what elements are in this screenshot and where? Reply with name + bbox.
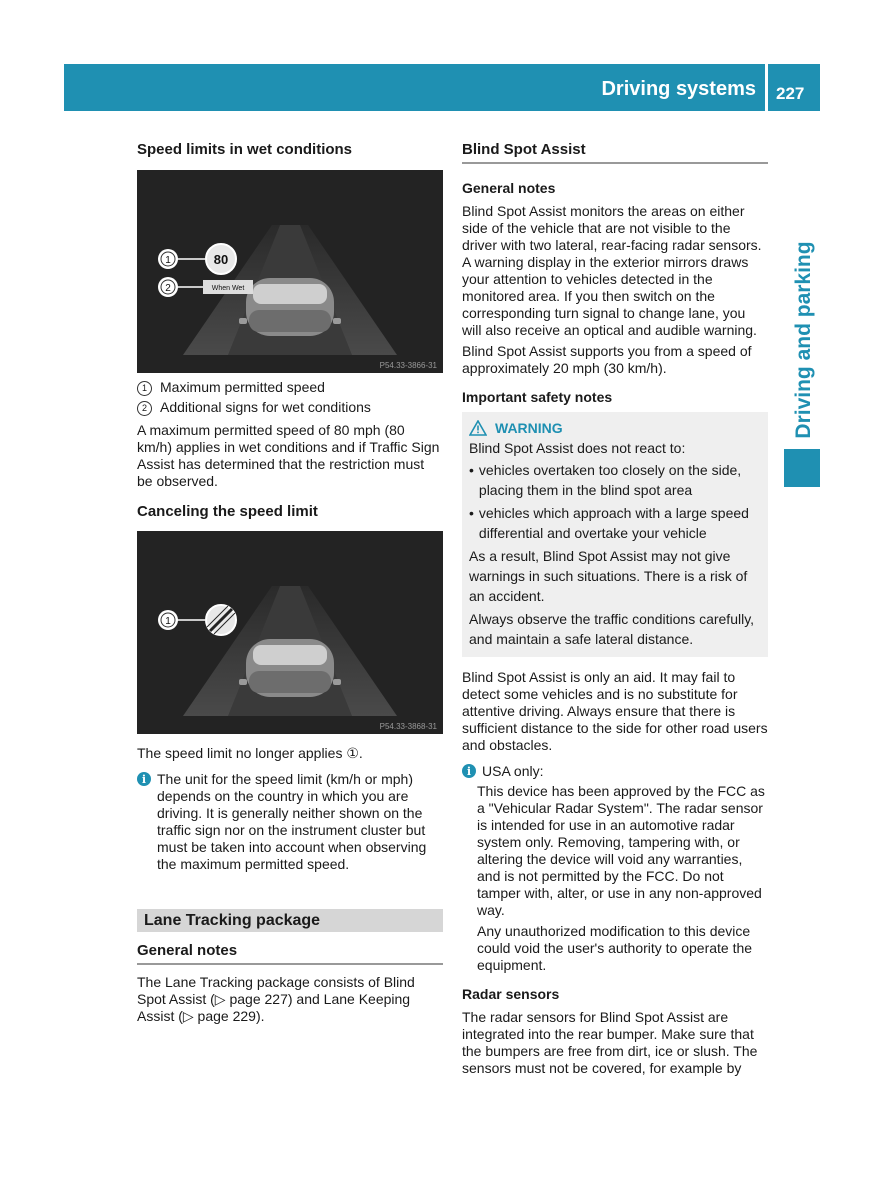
legend-text: Additional signs for wet conditions xyxy=(160,399,371,415)
aid-text: Blind Spot Assist is only an aid. It may fail to detect some vehicles and is no substitute for attentive driving. Always ensure that there is sufficient distance to the side for other road users and obstacles. xyxy=(462,669,768,753)
legend-item xyxy=(137,399,443,416)
blind-spot-general-p1: Blind Spot Assist monitors the areas on either side of the vehicle that are not visible to the driver with two lateral, rear-facing radar sensors. A warning display in the exterior mirrors draws your attention to vehicles detected in the monitored area. If you then switch on the corresponding turn signal to change lane, you will also receive an optical and audible warning. xyxy=(462,203,762,338)
lane-general-notes-heading: General notes xyxy=(137,942,443,965)
image-reference-code: P54.33-3866-31 xyxy=(379,361,437,370)
svg-text:2: 2 xyxy=(165,283,171,294)
radar-sensors-heading: Radar sensors xyxy=(462,986,560,1002)
warning-bullet-text: vehicles overtaken too closely on the side, placing them in the blind spot area xyxy=(478,462,742,498)
usa-note-label: USA only: xyxy=(482,763,544,779)
warning-bullet: • vehicles which approach with a large speed differential and overtake your vehicle xyxy=(469,503,762,543)
car-icon xyxy=(239,278,341,336)
legend-number: 1 xyxy=(137,381,152,396)
lane-general-notes-body: The Lane Tracking package consists of Blind Spot Assist (▷ page 227) and Lane Keeping Assist (▷ page 229). xyxy=(137,974,415,1024)
info-note-text: The unit for the speed limit (km/h or mph) depends on the country in which you are driving. It is generally neither shown on the traffic sign nor on the instrument cluster but must be taken into account when observing the maximum permitted speed. xyxy=(157,771,427,872)
cancel-limit-heading: Canceling the speed limit xyxy=(137,503,318,520)
end-of-limit-sign-icon xyxy=(206,605,236,635)
legend-text: Maximum permitted speed xyxy=(160,379,325,395)
chapter-tab-marker xyxy=(784,449,820,487)
usa-note-p1: This device has been approved by the FCC as a "Vehicular Radar System". The radar sensor is intended for use in an automotive radar system only. Removing, tampering with, or altering the device will void any warranties, and is not permitted by the FCC. Do not tamper with, alter, or use in any non-approved way. xyxy=(477,783,765,918)
image-legend xyxy=(137,379,443,416)
usa-note-p2: Any unauthorized modification to this device could void the user's authority to operate the equipment. xyxy=(477,923,753,973)
sign-when-wet-label: When Wet xyxy=(211,285,245,292)
warning-intro: Blind Spot Assist does not react to: xyxy=(469,440,686,456)
safety-notes-heading: Important safety notes xyxy=(462,389,613,405)
wet-conditions-display-image xyxy=(137,170,443,373)
wet-conditions-heading: Speed limits in wet conditions xyxy=(137,141,353,158)
warning-p1: As a result, Blind Spot Assist may not give warnings in such situations. There is a risk of an accident. xyxy=(469,548,748,604)
sign-speed-value: 80 xyxy=(213,252,229,267)
warning-p2: Always observe the traffic conditions carefully, and maintain a safe lateral distance. xyxy=(469,611,755,647)
svg-text:1: 1 xyxy=(165,255,171,266)
wet-conditions-body: A maximum permitted speed of 80 mph (80 km/h) applies in wet conditions and if Traffic Sign Assist has determined that the restriction must be observed. xyxy=(137,422,440,489)
callout-number: 1 xyxy=(165,616,171,627)
warning-title: WARNING xyxy=(495,420,563,436)
lane-tracking-section-band: Lane Tracking package xyxy=(137,909,443,932)
radar-sensors-text: The radar sensors for Blind Spot Assist are integrated into the rear bumper. Make sure that the bumpers are free from dirt, ice or slush. The sensors must not be covered, for example by xyxy=(462,1009,758,1076)
right-column xyxy=(462,141,768,1077)
section-title: Driving systems xyxy=(601,78,756,100)
info-note xyxy=(137,771,443,873)
usa-note xyxy=(462,763,768,974)
chapter-tab-label: Driving and parking xyxy=(792,241,815,439)
image-reference-code: P54.33-3868-31 xyxy=(379,722,437,731)
warning-bullet-text: vehicles which approach with a large speed differential and overtake your vehicle xyxy=(478,505,749,541)
info-icon: i xyxy=(137,772,151,786)
blind-spot-heading: Blind Spot Assist xyxy=(462,141,768,164)
page-number: 227 xyxy=(776,84,805,103)
info-icon: i xyxy=(462,764,476,778)
legend-item xyxy=(137,379,443,396)
cancel-limit-display-image xyxy=(137,531,443,734)
warning-bullet: • vehicles overtaken too closely on the side, placing them in the blind spot area xyxy=(469,460,762,500)
usa-note-header xyxy=(462,763,768,780)
warning-triangle-icon xyxy=(469,420,487,436)
legend-number: 2 xyxy=(137,401,152,416)
blind-spot-general-p2: Blind Spot Assist supports you from a speed of approximately 20 mph (30 km/h). xyxy=(462,343,752,376)
header-divider xyxy=(765,64,768,111)
car-icon xyxy=(239,639,341,697)
blind-spot-general-heading: General notes xyxy=(462,180,556,196)
warning-box xyxy=(462,412,768,657)
warning-header xyxy=(469,418,762,438)
cancel-limit-body: The speed limit no longer applies ①. xyxy=(137,745,363,761)
left-column xyxy=(137,141,443,1025)
